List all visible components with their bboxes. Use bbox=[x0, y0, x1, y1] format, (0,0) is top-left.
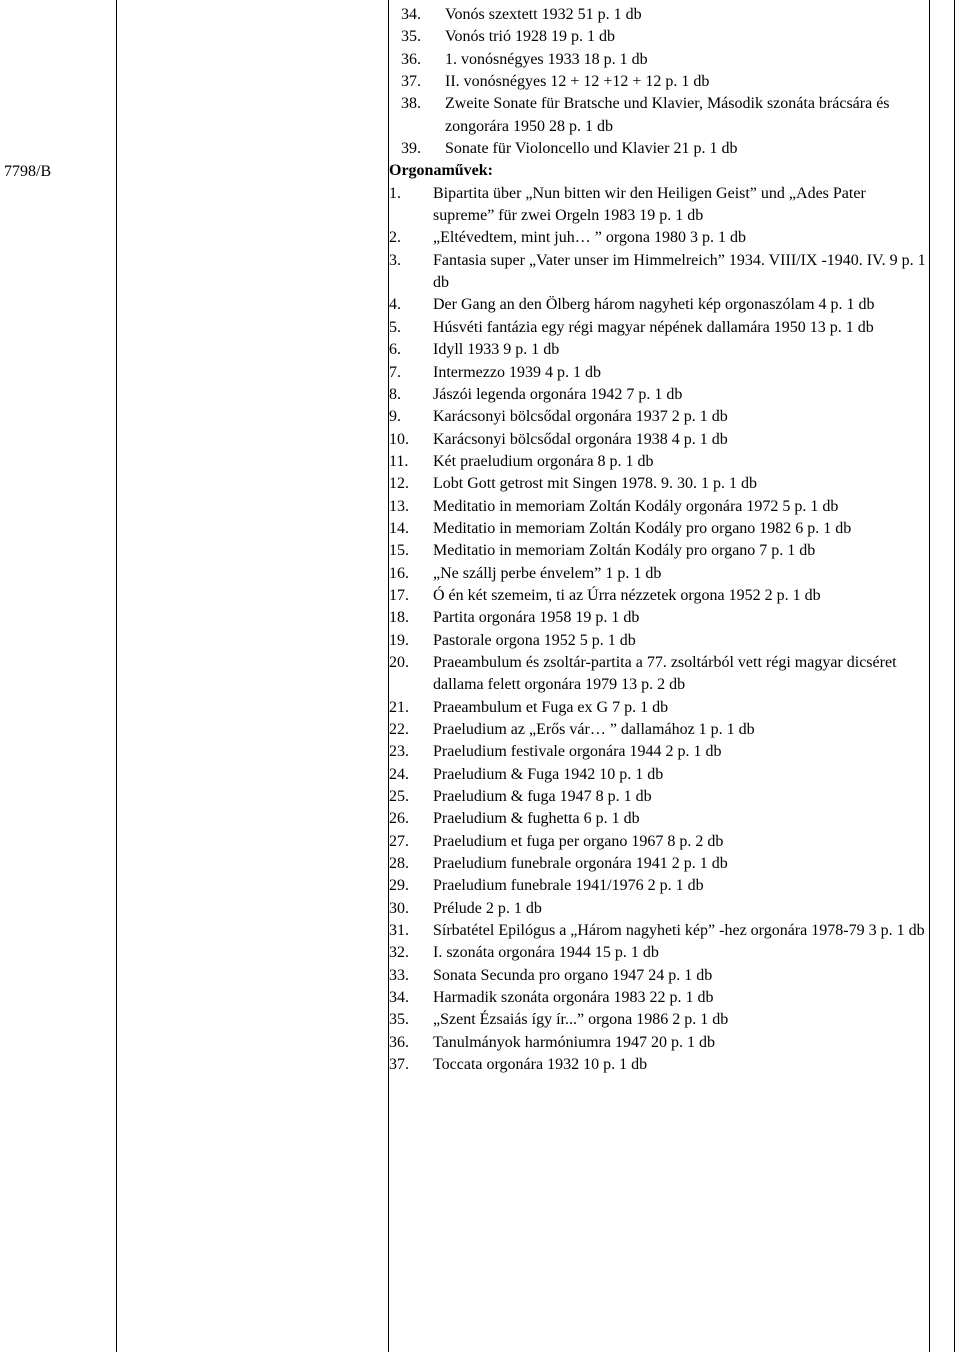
list-item bbox=[389, 719, 927, 741]
catalog-id: 7798/B bbox=[4, 163, 52, 180]
item-number: 37. bbox=[401, 73, 421, 91]
item-number: 28. bbox=[389, 855, 409, 873]
item-number: 24. bbox=[389, 765, 409, 783]
item-text: Praeludium festivale orgonára 1944 2 p. 1 db bbox=[433, 743, 722, 761]
list-item bbox=[389, 473, 927, 495]
item-text: II. vonósnégyes 12 + 12 +12 + 12 p. 1 db bbox=[445, 73, 710, 91]
item-number: 37. bbox=[389, 1056, 409, 1074]
item-number: 23. bbox=[389, 743, 409, 761]
item-text: Húsvéti fantázia egy régi magyar népének dallamára 1950 13 p. 1 db bbox=[433, 318, 874, 336]
item-number: 25. bbox=[389, 788, 409, 806]
item-text: Partita orgonára 1958 19 p. 1 db bbox=[433, 609, 640, 627]
item-text: Prélude 2 p. 1 db bbox=[433, 899, 542, 917]
item-text: Harmadik szonáta orgonára 1983 22 p. 1 db bbox=[433, 989, 714, 1007]
item-text: 1. vonósnégyes 1933 18 p. 1 db bbox=[445, 50, 648, 68]
list-item bbox=[389, 585, 927, 607]
item-number: 31. bbox=[389, 922, 409, 940]
list-item bbox=[389, 942, 927, 964]
item-number: 29. bbox=[389, 877, 409, 895]
item-text: Bipartita über „Nun bitten wir den Heiligen Geist” und „Ades Pater supreme” für zwei Orgeln 1983 19 p. 1 db bbox=[433, 184, 866, 225]
item-number: 34. bbox=[389, 989, 409, 1007]
list-item bbox=[389, 898, 927, 920]
column-divider-edge bbox=[954, 0, 955, 1352]
list-item bbox=[389, 227, 927, 249]
item-number: 13. bbox=[389, 497, 409, 515]
list-item bbox=[389, 563, 927, 585]
item-text: Sonata Secunda pro organo 1947 24 p. 1 db bbox=[433, 966, 713, 984]
item-number: 30. bbox=[389, 899, 409, 917]
item-text: Karácsonyi bölcsődal orgonára 1938 4 p. 1 db bbox=[433, 430, 728, 448]
item-number: 1. bbox=[389, 184, 401, 202]
list-item bbox=[389, 540, 927, 562]
item-number: 39. bbox=[401, 140, 421, 158]
item-number: 17. bbox=[389, 586, 409, 604]
item-text: Ó én két szemeim, ti az Úrra nézzetek orgona 1952 2 p. 1 db bbox=[433, 586, 821, 604]
list-item bbox=[389, 920, 927, 942]
item-number: 14. bbox=[389, 519, 409, 537]
organ-works-list bbox=[389, 183, 927, 1077]
item-number: 20. bbox=[389, 653, 409, 671]
item-number: 35. bbox=[389, 1011, 409, 1029]
item-text: Vonós trió 1928 19 p. 1 db bbox=[445, 28, 615, 46]
item-number: 27. bbox=[389, 832, 409, 850]
list-item bbox=[389, 429, 927, 451]
item-number: 38. bbox=[401, 95, 421, 113]
item-text: „Szent Ézsaiás így ír...” orgona 1986 2 p. 1 db bbox=[433, 1011, 729, 1029]
list-item bbox=[401, 138, 927, 160]
item-text: Tanulmányok harmóniumra 1947 20 p. 1 db bbox=[433, 1033, 715, 1051]
list-item bbox=[389, 384, 927, 406]
list-item bbox=[389, 808, 927, 830]
item-number: 33. bbox=[389, 966, 409, 984]
item-text: Praeludium funebrale 1941/1976 2 p. 1 db bbox=[433, 877, 704, 895]
item-number: 9. bbox=[389, 408, 401, 426]
list-item bbox=[389, 764, 927, 786]
item-text: Sonate für Violoncello und Klavier 21 p. 1 db bbox=[445, 140, 738, 158]
item-number: 35. bbox=[401, 28, 421, 46]
item-text: Meditatio in memoriam Zoltán Kodály pro organo 1982 6 p. 1 db bbox=[433, 519, 852, 537]
item-text: Jászói legenda orgonára 1942 7 p. 1 db bbox=[433, 385, 683, 403]
item-number: 26. bbox=[389, 810, 409, 828]
item-text: Sírbatétel Epilógus a „Három nagyheti kép” -hez orgonára 1978-79 3 p. 1 db bbox=[433, 922, 925, 940]
item-number: 12. bbox=[389, 475, 409, 493]
item-text: Meditatio in memoriam Zoltán Kodály orgonára 1972 5 p. 1 db bbox=[433, 497, 839, 515]
item-number: 11. bbox=[389, 452, 409, 470]
list-item bbox=[389, 786, 927, 808]
list-item bbox=[389, 987, 927, 1009]
list-item bbox=[389, 362, 927, 384]
list-item bbox=[401, 93, 927, 138]
item-number: 8. bbox=[389, 385, 401, 403]
item-number: 10. bbox=[389, 430, 409, 448]
item-text: Der Gang an den Ölberg három nagyheti kép orgonaszólam 4 p. 1 db bbox=[433, 296, 875, 314]
item-text: Zweite Sonate für Bratsche und Klavier, Második szonáta brácsára és zongorára 1950 28 p. 1 db bbox=[445, 95, 890, 135]
item-number: 36. bbox=[389, 1033, 409, 1051]
item-number: 7. bbox=[389, 363, 401, 381]
list-item bbox=[389, 518, 927, 540]
list-item bbox=[389, 697, 927, 719]
item-text: Két praeludium orgonára 8 p. 1 db bbox=[433, 452, 654, 470]
list-item bbox=[389, 965, 927, 987]
item-number: 19. bbox=[389, 631, 409, 649]
item-number: 6. bbox=[389, 341, 401, 359]
section-heading: Orgonaművek: bbox=[389, 162, 493, 180]
item-text: I. szonáta orgonára 1944 15 p. 1 db bbox=[433, 944, 659, 962]
item-text: Praeludium & Fuga 1942 10 p. 1 db bbox=[433, 765, 664, 783]
item-text: Toccata orgonára 1932 10 p. 1 db bbox=[433, 1056, 648, 1074]
item-text: Idyll 1933 9 p. 1 db bbox=[433, 341, 560, 359]
list-item bbox=[389, 853, 927, 875]
list-item bbox=[389, 1009, 927, 1031]
item-text: Praeludium az „Erős vár… ” dallamához 1 p. 1 db bbox=[433, 721, 755, 738]
list-item bbox=[389, 831, 927, 853]
item-number: 36. bbox=[401, 50, 421, 68]
item-text: Praeambulum et Fuga ex G 7 p. 1 db bbox=[433, 698, 669, 716]
item-number: 18. bbox=[389, 609, 409, 627]
list-item bbox=[389, 652, 927, 697]
item-text: Fantasia super „Vater unser im Himmelreich” 1934. VIII/IX -1940. IV. 9 p. 1 db bbox=[433, 251, 926, 292]
list-item bbox=[389, 339, 927, 361]
item-text: Praeludium & fughetta 6 p. 1 db bbox=[433, 810, 640, 828]
item-text: Lobt Gott getrost mit Singen 1978. 9. 30. 1 p. 1 db bbox=[433, 475, 757, 493]
item-number: 21. bbox=[389, 698, 409, 716]
list-item bbox=[389, 496, 927, 518]
list-item bbox=[389, 250, 927, 295]
list-item bbox=[401, 4, 927, 26]
list-item bbox=[401, 49, 927, 71]
item-number: 4. bbox=[389, 296, 401, 314]
item-text: Praeambulum és zsoltár-partita a 77. zsoltárból vett régi magyar dicséret dallama felett orgonára 1979 13 p. 2 db bbox=[433, 653, 897, 694]
list-item bbox=[389, 294, 927, 316]
work-list bbox=[389, 4, 927, 1077]
item-number: 5. bbox=[389, 318, 401, 336]
item-number: 2. bbox=[389, 229, 401, 247]
item-text: Praeludium et fuga per organo 1967 8 p. 2 db bbox=[433, 832, 724, 850]
column-divider-left bbox=[116, 0, 117, 1352]
item-text: Vonós szextett 1932 51 p. 1 db bbox=[445, 6, 642, 23]
list-item bbox=[389, 183, 927, 228]
item-text: „Eltévedtem, mint juh… ” orgona 1980 3 p. 1 db bbox=[433, 229, 746, 247]
list-item bbox=[389, 451, 927, 473]
list-item bbox=[389, 630, 927, 652]
list-item bbox=[389, 317, 927, 339]
list-item bbox=[389, 1032, 927, 1054]
item-number: 16. bbox=[389, 564, 409, 582]
item-number: 32. bbox=[389, 944, 409, 962]
item-text: Pastorale orgona 1952 5 p. 1 db bbox=[433, 631, 636, 649]
item-number: 34. bbox=[401, 6, 421, 23]
list-item bbox=[389, 406, 927, 428]
item-text: Karácsonyi bölcsődal orgonára 1937 2 p. 1 db bbox=[433, 408, 728, 426]
list-item bbox=[401, 71, 927, 93]
list-item bbox=[389, 607, 927, 629]
list-item bbox=[389, 741, 927, 763]
item-number: 22. bbox=[389, 721, 409, 738]
pre-item-list bbox=[389, 4, 927, 160]
item-text: Intermezzo 1939 4 p. 1 db bbox=[433, 363, 601, 381]
item-text: „Ne szállj perbe énvelem” 1 p. 1 db bbox=[433, 564, 662, 582]
column-divider-right bbox=[929, 0, 930, 1352]
list-item bbox=[401, 26, 927, 48]
item-number: 15. bbox=[389, 542, 409, 560]
list-item bbox=[389, 875, 927, 897]
item-text: Meditatio in memoriam Zoltán Kodály pro organo 7 p. 1 db bbox=[433, 542, 816, 560]
item-text: Praeludium & fuga 1947 8 p. 1 db bbox=[433, 788, 652, 806]
list-item bbox=[389, 1054, 927, 1076]
item-text: Praeludium funebrale orgonára 1941 2 p. 1 db bbox=[433, 855, 728, 873]
item-number: 3. bbox=[389, 251, 401, 269]
